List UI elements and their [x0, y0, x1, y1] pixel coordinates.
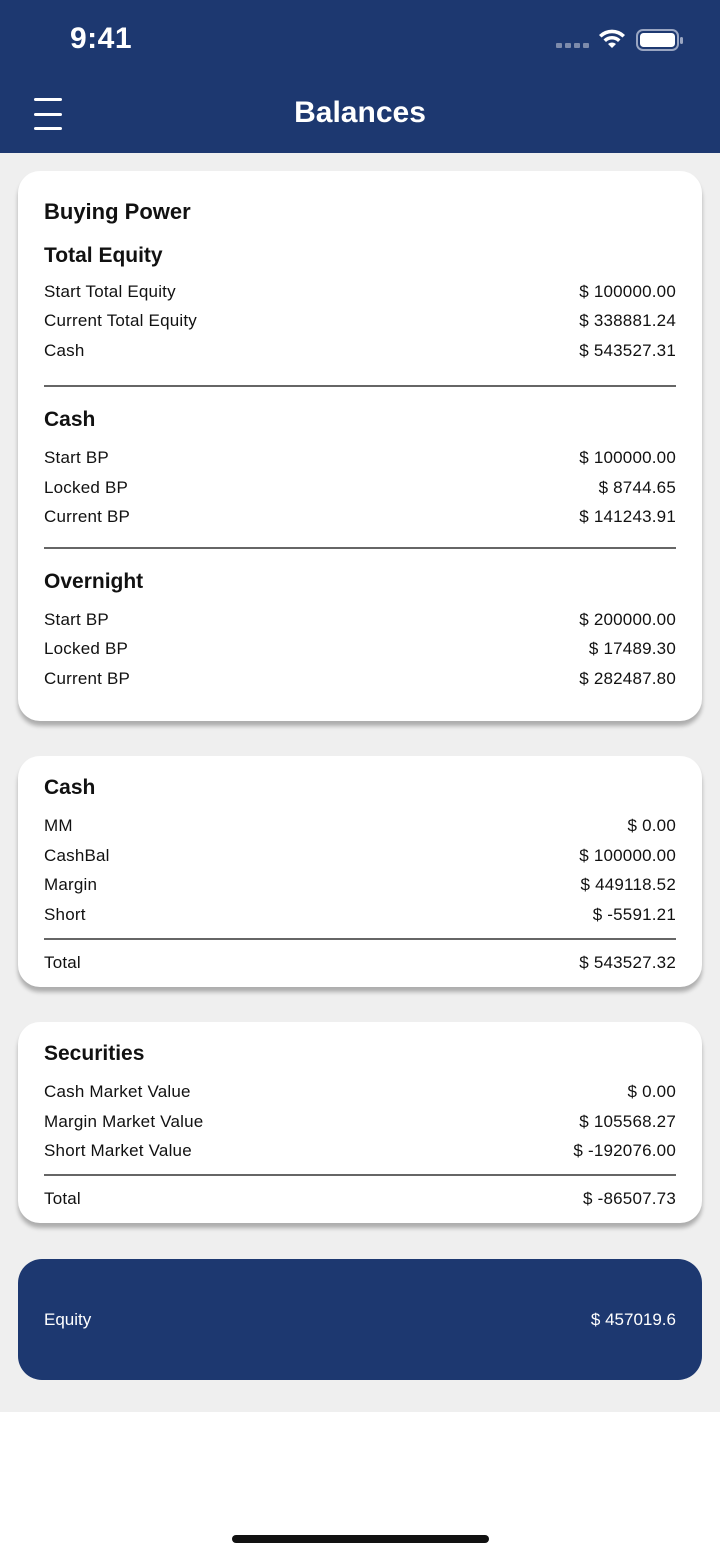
divider: [44, 547, 676, 549]
row-value: $ 449118.52: [580, 875, 676, 894]
row-label: Short: [44, 905, 86, 924]
app-header: [0, 0, 720, 153]
divider: [44, 385, 676, 387]
list-item: [44, 1112, 676, 1132]
list-item: [44, 341, 676, 361]
row-value: $ 100000.00: [579, 448, 676, 467]
list-item: [44, 311, 676, 331]
home-indicator[interactable]: [232, 1535, 489, 1543]
row-label: Margin Market Value: [44, 1112, 204, 1131]
row-label: Cash Market Value: [44, 1082, 191, 1101]
overnight-title: Overnight: [44, 570, 144, 593]
wifi-icon: [597, 28, 627, 50]
buying-power-card: [18, 171, 702, 721]
row-value: $ 100000.00: [579, 282, 676, 301]
total-equity-title: Total Equity: [44, 244, 163, 267]
list-item: [44, 816, 676, 836]
list-item: [44, 610, 676, 630]
list-item: [44, 448, 676, 468]
row-label: MM: [44, 816, 73, 835]
list-item: [44, 282, 676, 302]
row-value: $ 0.00: [627, 1082, 676, 1101]
row-label: Current Total Equity: [44, 311, 197, 330]
divider: [44, 1174, 676, 1176]
divider: [44, 938, 676, 940]
row-value: $ 17489.30: [588, 639, 676, 658]
row-label: Margin: [44, 875, 98, 894]
row-value: $ -5591.21: [592, 905, 676, 924]
securities-card-title: Securities: [44, 1042, 145, 1065]
list-item: [44, 846, 676, 866]
row-value: $ 0.00: [627, 816, 676, 835]
row-label: Current BP: [44, 669, 131, 688]
row-label: Start BP: [44, 610, 109, 629]
row-value: $ 105568.27: [579, 1112, 676, 1131]
list-item: [44, 507, 676, 527]
row-value: $ 338881.24: [579, 311, 676, 330]
page-title: Balances: [294, 96, 426, 129]
row-value: $ 8744.65: [598, 478, 676, 497]
row-label: Start Total Equity: [44, 282, 176, 301]
row-label: Locked BP: [44, 639, 129, 658]
cash-card-title: Cash: [44, 776, 96, 799]
cellular-signal-icon: [556, 43, 589, 48]
row-value: $ 282487.80: [579, 669, 676, 688]
row-label: Total: [44, 953, 81, 972]
list-item: [44, 669, 676, 689]
row-label: Locked BP: [44, 478, 129, 497]
cash-card: [18, 756, 702, 987]
row-label: Total: [44, 1189, 81, 1208]
status-time: 9:41: [70, 22, 133, 55]
row-label: CashBal: [44, 846, 110, 865]
row-value: $ -192076.00: [573, 1141, 676, 1160]
row-value: $ 141243.91: [579, 507, 676, 526]
list-item: [44, 875, 676, 895]
equity-label: Equity: [44, 1309, 92, 1329]
battery-icon: [636, 28, 684, 52]
row-value: $ 543527.32: [579, 953, 676, 972]
row-label: Cash: [44, 341, 85, 360]
row-value: $ 100000.00: [579, 846, 676, 865]
list-item: [44, 639, 676, 659]
list-item: [44, 478, 676, 498]
securities-card: [18, 1022, 702, 1223]
list-item: [44, 1082, 676, 1102]
equity-summary-card: [18, 1259, 702, 1380]
equity-value: $ 457019.6: [590, 1309, 676, 1329]
row-value: $ 543527.31: [579, 341, 676, 360]
row-label: Start BP: [44, 448, 109, 467]
buying-power-title: Buying Power: [44, 199, 191, 224]
row-value: $ -86507.73: [583, 1189, 676, 1208]
balances-content: [0, 153, 720, 1412]
total-row: [44, 953, 676, 973]
row-value: $ 200000.00: [579, 610, 676, 629]
row-label: Short Market Value: [44, 1141, 192, 1160]
list-item: [44, 905, 676, 925]
total-row: [44, 1189, 676, 1209]
cash-bp-title: Cash: [44, 408, 96, 431]
row-label: Current BP: [44, 507, 131, 526]
list-item: [44, 1141, 676, 1161]
